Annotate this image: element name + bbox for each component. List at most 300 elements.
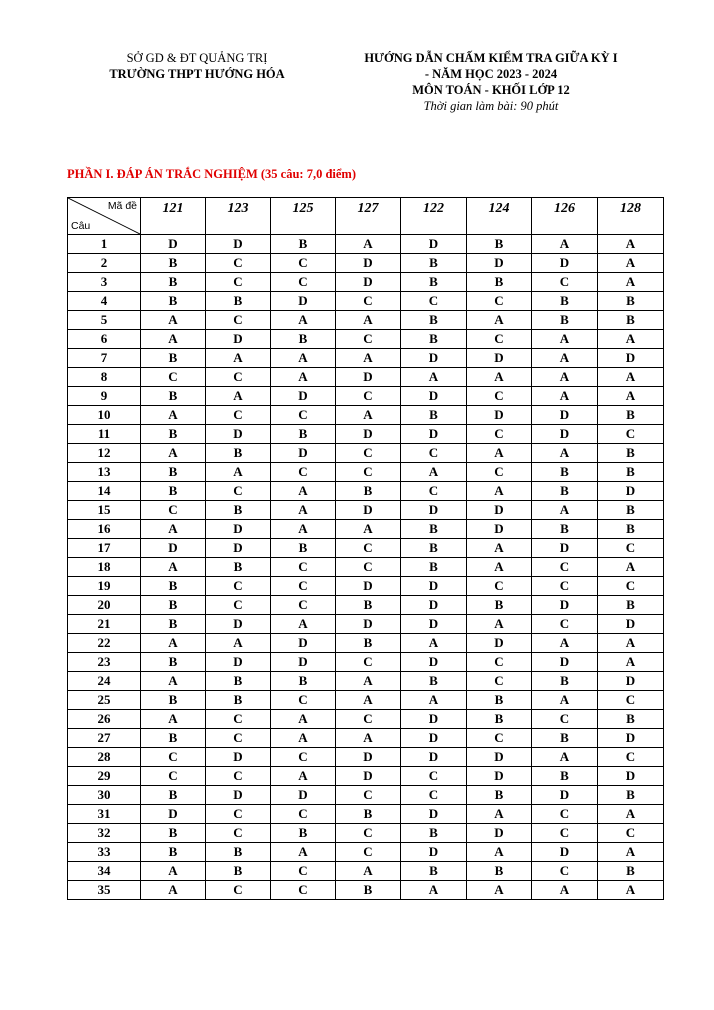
answer-cell: C	[206, 729, 271, 748]
table-row	[68, 824, 664, 843]
table-row	[68, 786, 664, 805]
question-number: 16	[68, 520, 141, 539]
answer-cell: B	[467, 710, 532, 729]
question-number: 28	[68, 748, 141, 767]
answer-cell: B	[141, 729, 206, 748]
answer-cell: A	[532, 330, 598, 349]
school-name: TRƯỜNG THPT HƯỚNG HÓA	[109, 67, 285, 81]
question-number: 24	[68, 672, 141, 691]
answer-cell: B	[401, 824, 467, 843]
answer-cell: A	[336, 311, 401, 330]
answer-cell: D	[206, 786, 271, 805]
answer-cell: A	[598, 558, 664, 577]
answer-cell: C	[467, 387, 532, 406]
answer-cell: D	[336, 273, 401, 292]
answer-cell: B	[401, 406, 467, 425]
table-row	[68, 691, 664, 710]
question-number: 6	[68, 330, 141, 349]
answer-cell: C	[336, 558, 401, 577]
question-number: 11	[68, 425, 141, 444]
answer-cell: D	[598, 615, 664, 634]
answer-cell: C	[206, 273, 271, 292]
answer-cell: C	[532, 805, 598, 824]
answer-cell: D	[401, 615, 467, 634]
answer-cell: B	[141, 254, 206, 273]
answer-cell: B	[401, 254, 467, 273]
answer-cell: D	[271, 292, 336, 311]
answer-cell: D	[467, 748, 532, 767]
answer-cell: A	[401, 634, 467, 653]
answer-cell: D	[141, 235, 206, 254]
answer-cell: B	[467, 596, 532, 615]
table-row	[68, 729, 664, 748]
answer-cell: A	[271, 520, 336, 539]
answer-cell: C	[598, 539, 664, 558]
answer-cell: A	[598, 805, 664, 824]
answer-cell: B	[401, 862, 467, 881]
answer-cell: B	[401, 311, 467, 330]
table-row	[68, 710, 664, 729]
table-row	[68, 254, 664, 273]
question-number: 14	[68, 482, 141, 501]
question-number: 17	[68, 539, 141, 558]
answer-cell: A	[336, 520, 401, 539]
answer-cell: B	[271, 330, 336, 349]
table-row	[68, 387, 664, 406]
question-number: 20	[68, 596, 141, 615]
answer-cell: A	[271, 767, 336, 786]
answer-cell: C	[467, 653, 532, 672]
answer-cell: D	[401, 653, 467, 672]
answer-cell: D	[336, 615, 401, 634]
answer-cell: A	[336, 349, 401, 368]
answer-cell: A	[141, 634, 206, 653]
answer-cell: D	[532, 425, 598, 444]
answer-cell: D	[467, 767, 532, 786]
answer-cell: D	[401, 805, 467, 824]
answer-cell: C	[532, 862, 598, 881]
table-row	[68, 539, 664, 558]
answer-cell: B	[401, 539, 467, 558]
answer-cell: D	[336, 368, 401, 387]
answer-cell: A	[271, 501, 336, 520]
answer-cell: A	[141, 330, 206, 349]
answer-cell: A	[532, 444, 598, 463]
question-number: 33	[68, 843, 141, 862]
answer-cell: A	[532, 634, 598, 653]
corner-cell	[68, 198, 141, 235]
answer-cell: C	[271, 254, 336, 273]
answer-cell: C	[336, 330, 401, 349]
answer-cell: C	[598, 577, 664, 596]
answer-cell: D	[206, 235, 271, 254]
answer-cell: D	[336, 748, 401, 767]
answer-cell: C	[467, 425, 532, 444]
answer-cell: C	[206, 368, 271, 387]
answer-cell: A	[467, 805, 532, 824]
answer-cell: B	[598, 862, 664, 881]
header-right	[318, 50, 664, 114]
answer-cell: D	[206, 615, 271, 634]
answer-cell: D	[271, 444, 336, 463]
answer-cell: D	[598, 767, 664, 786]
table-row	[68, 463, 664, 482]
answer-cell: B	[598, 710, 664, 729]
table-row	[68, 881, 664, 900]
answer-cell: A	[532, 368, 598, 387]
answer-cell: D	[467, 824, 532, 843]
answer-cell: D	[141, 805, 206, 824]
exam-code-header: 128	[598, 198, 664, 235]
answer-cell: D	[271, 786, 336, 805]
answer-cell: D	[598, 482, 664, 501]
answer-cell: B	[271, 425, 336, 444]
table-row	[68, 634, 664, 653]
answer-cell: D	[336, 501, 401, 520]
answer-cell: B	[141, 387, 206, 406]
question-number: 32	[68, 824, 141, 843]
question-number: 15	[68, 501, 141, 520]
answer-cell: B	[598, 520, 664, 539]
exam-duration: Thời gian làm bài: 90 phút	[423, 99, 559, 113]
question-number: 4	[68, 292, 141, 311]
answer-cell: A	[598, 634, 664, 653]
answer-cell: B	[598, 501, 664, 520]
question-number: 13	[68, 463, 141, 482]
answer-cell: D	[141, 539, 206, 558]
answer-cell: D	[467, 501, 532, 520]
question-number: 8	[68, 368, 141, 387]
answer-cell: B	[532, 729, 598, 748]
answer-cell: A	[336, 235, 401, 254]
answer-cell: B	[141, 691, 206, 710]
answer-cell: A	[598, 387, 664, 406]
answer-cell: A	[467, 558, 532, 577]
table-row	[68, 235, 664, 254]
answer-cell: B	[336, 634, 401, 653]
answer-cell: C	[271, 881, 336, 900]
question-label: Câu	[71, 220, 91, 232]
answer-cell: D	[336, 577, 401, 596]
answer-cell: C	[532, 577, 598, 596]
answer-cell: B	[141, 482, 206, 501]
answer-cell: C	[206, 596, 271, 615]
table-row	[68, 862, 664, 881]
answer-cell: D	[532, 539, 598, 558]
table-row	[68, 520, 664, 539]
answer-cell: B	[467, 786, 532, 805]
answer-cell: A	[206, 349, 271, 368]
answer-cell: B	[141, 273, 206, 292]
answer-cell: C	[598, 748, 664, 767]
table-row	[68, 577, 664, 596]
answer-cell: A	[467, 368, 532, 387]
answer-cell: A	[141, 881, 206, 900]
answer-cell: C	[141, 748, 206, 767]
answer-cell: C	[206, 406, 271, 425]
answer-cell: C	[206, 805, 271, 824]
answer-cell: A	[467, 615, 532, 634]
answer-cell: B	[141, 615, 206, 634]
answer-cell: A	[598, 254, 664, 273]
exam-code-header: 122	[401, 198, 467, 235]
answer-cell: C	[336, 387, 401, 406]
answer-cell: A	[401, 368, 467, 387]
question-number: 5	[68, 311, 141, 330]
answer-cell: D	[467, 406, 532, 425]
answer-cell: A	[141, 710, 206, 729]
answer-cell: C	[271, 273, 336, 292]
answer-cell: B	[141, 786, 206, 805]
answer-cell: B	[206, 501, 271, 520]
answer-cell: D	[401, 501, 467, 520]
answer-cell: B	[271, 824, 336, 843]
answer-cell: B	[206, 292, 271, 311]
answer-cell: B	[336, 482, 401, 501]
exam-code-header: 121	[141, 198, 206, 235]
answer-cell: D	[532, 653, 598, 672]
answer-cell: B	[401, 558, 467, 577]
answer-cell: B	[532, 482, 598, 501]
question-number: 35	[68, 881, 141, 900]
school-year: - NĂM HỌC 2023 - 2024	[424, 67, 558, 81]
answer-cell: B	[141, 653, 206, 672]
answer-cell: B	[467, 235, 532, 254]
question-number: 3	[68, 273, 141, 292]
answer-cell: B	[206, 444, 271, 463]
answer-cell: B	[141, 425, 206, 444]
answer-cell: B	[598, 406, 664, 425]
answer-cell: B	[206, 672, 271, 691]
subject-grade: MÔN TOÁN - KHỐI LỚP 12	[412, 83, 570, 97]
answer-cell: C	[467, 292, 532, 311]
table-row	[68, 653, 664, 672]
answer-cell: C	[206, 482, 271, 501]
answer-cell: A	[598, 653, 664, 672]
answer-cell: C	[401, 767, 467, 786]
answer-cell: A	[206, 634, 271, 653]
question-number: 25	[68, 691, 141, 710]
answer-cell: B	[271, 539, 336, 558]
table-row	[68, 748, 664, 767]
answer-cell: D	[401, 748, 467, 767]
answer-cell: C	[271, 805, 336, 824]
answer-cell: A	[401, 881, 467, 900]
question-number: 31	[68, 805, 141, 824]
answer-cell: B	[141, 349, 206, 368]
answer-cell: A	[271, 311, 336, 330]
answer-cell: D	[401, 843, 467, 862]
answer-cell: D	[401, 710, 467, 729]
answer-cell: C	[336, 843, 401, 862]
question-number: 29	[68, 767, 141, 786]
answer-cell: A	[336, 691, 401, 710]
table-row	[68, 292, 664, 311]
table-row	[68, 368, 664, 387]
answer-cell: B	[206, 558, 271, 577]
answer-cell: B	[401, 330, 467, 349]
answer-cell: B	[467, 273, 532, 292]
answer-cell: D	[401, 577, 467, 596]
answer-cell: A	[467, 482, 532, 501]
answer-cell: A	[598, 330, 664, 349]
answer-cell: A	[271, 729, 336, 748]
answer-cell: B	[532, 463, 598, 482]
table-row	[68, 596, 664, 615]
answer-cell: D	[532, 596, 598, 615]
answer-cell: D	[467, 349, 532, 368]
answer-cell: C	[206, 881, 271, 900]
answer-cell: A	[271, 615, 336, 634]
answer-cell: C	[532, 558, 598, 577]
answer-cell: D	[532, 786, 598, 805]
answer-cell: A	[401, 463, 467, 482]
question-number: 22	[68, 634, 141, 653]
table-row	[68, 482, 664, 501]
answer-cell: A	[598, 881, 664, 900]
question-number: 19	[68, 577, 141, 596]
exam-code-header: 125	[271, 198, 336, 235]
answer-cell: A	[271, 843, 336, 862]
answer-cell: B	[598, 444, 664, 463]
table-row	[68, 444, 664, 463]
question-number: 23	[68, 653, 141, 672]
answer-cell: C	[206, 710, 271, 729]
answer-cell: D	[532, 843, 598, 862]
answer-cell: A	[532, 881, 598, 900]
answer-cell: C	[467, 330, 532, 349]
answer-cell: B	[467, 691, 532, 710]
table-row	[68, 558, 664, 577]
answer-cell: B	[401, 273, 467, 292]
answer-cell: B	[598, 311, 664, 330]
answer-cell: C	[206, 767, 271, 786]
answer-cell: B	[141, 843, 206, 862]
answer-cell: C	[271, 748, 336, 767]
table-row	[68, 843, 664, 862]
answer-cell: B	[598, 463, 664, 482]
question-number: 12	[68, 444, 141, 463]
answer-cell: C	[598, 691, 664, 710]
answer-cell: A	[141, 311, 206, 330]
table-row	[68, 425, 664, 444]
answer-cell: C	[467, 463, 532, 482]
answer-cell: C	[598, 425, 664, 444]
answer-cell: D	[206, 539, 271, 558]
answer-cell: A	[336, 672, 401, 691]
answer-cell: D	[206, 425, 271, 444]
answer-cell: A	[401, 691, 467, 710]
answer-cell: C	[401, 292, 467, 311]
answer-cell: A	[532, 235, 598, 254]
answer-cell: A	[336, 862, 401, 881]
answer-cell: D	[206, 653, 271, 672]
answer-cell: D	[336, 254, 401, 273]
question-number: 26	[68, 710, 141, 729]
answer-cell: A	[467, 881, 532, 900]
answer-cell: C	[598, 824, 664, 843]
answer-cell: C	[336, 710, 401, 729]
answer-cell: A	[598, 368, 664, 387]
answer-cell: D	[401, 387, 467, 406]
answer-cell: B	[532, 292, 598, 311]
answer-cell: C	[336, 786, 401, 805]
answer-cell: C	[271, 862, 336, 881]
question-number: 9	[68, 387, 141, 406]
question-number: 21	[68, 615, 141, 634]
answer-cell: C	[206, 254, 271, 273]
answer-cell: D	[532, 406, 598, 425]
answer-cell: A	[532, 748, 598, 767]
question-number: 18	[68, 558, 141, 577]
answer-cell: C	[467, 577, 532, 596]
answer-cell: A	[467, 311, 532, 330]
exam-code-label: Mã đề	[107, 200, 137, 212]
header-left	[68, 50, 326, 82]
table-row	[68, 406, 664, 425]
question-number: 2	[68, 254, 141, 273]
answer-cell: A	[271, 710, 336, 729]
exam-code-header: 127	[336, 198, 401, 235]
answer-cell: C	[206, 311, 271, 330]
answer-cell: B	[206, 843, 271, 862]
answer-cell: C	[532, 615, 598, 634]
answer-cell: C	[141, 767, 206, 786]
answer-cell: C	[401, 444, 467, 463]
answer-cell: C	[271, 406, 336, 425]
answer-cell: D	[206, 520, 271, 539]
answer-cell: C	[336, 653, 401, 672]
answer-cell: C	[206, 824, 271, 843]
answer-cell: D	[271, 634, 336, 653]
answer-cell: D	[467, 254, 532, 273]
answer-cell: A	[271, 368, 336, 387]
answer-cell: C	[532, 824, 598, 843]
answer-cell: C	[336, 292, 401, 311]
answer-cell: C	[401, 482, 467, 501]
table-row	[68, 330, 664, 349]
department-name: SỞ GD & ĐT QUẢNG TRỊ	[126, 51, 268, 65]
question-number: 7	[68, 349, 141, 368]
answer-cell: D	[401, 235, 467, 254]
answer-cell: B	[401, 520, 467, 539]
answer-cell: D	[401, 425, 467, 444]
answer-cell: C	[141, 368, 206, 387]
table-row	[68, 615, 664, 634]
answer-cell: A	[336, 406, 401, 425]
answer-cell: A	[532, 387, 598, 406]
answer-cell: B	[271, 672, 336, 691]
exam-code-header: 124	[467, 198, 532, 235]
answer-cell: C	[336, 539, 401, 558]
question-number: 34	[68, 862, 141, 881]
answer-cell: B	[401, 672, 467, 691]
answer-cell: A	[467, 444, 532, 463]
answer-cell: B	[532, 672, 598, 691]
answer-cell: C	[206, 577, 271, 596]
answer-cell: D	[598, 672, 664, 691]
answer-cell: B	[532, 767, 598, 786]
answer-cell: B	[141, 292, 206, 311]
answer-cell: A	[532, 691, 598, 710]
answer-cell: C	[336, 824, 401, 843]
answer-cell: C	[271, 577, 336, 596]
answer-cell: A	[598, 235, 664, 254]
table-row	[68, 501, 664, 520]
question-number: 27	[68, 729, 141, 748]
answer-cell: D	[532, 254, 598, 273]
answer-cell: D	[467, 520, 532, 539]
